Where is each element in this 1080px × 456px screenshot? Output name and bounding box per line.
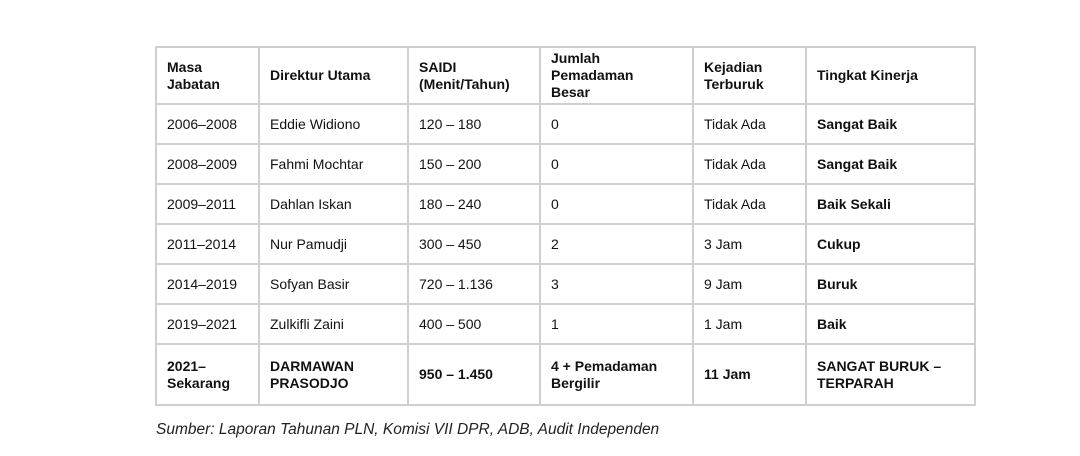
cell-direktur-utama: Zulkifli Zaini	[259, 304, 408, 344]
header-kejadian-terburuk: Kejadian Terburuk	[693, 47, 806, 104]
cell-saidi: 150 – 200	[408, 144, 540, 184]
cell-kejadian-terburuk: Tidak Ada	[693, 184, 806, 224]
header-saidi: SAIDI (Menit/Tahun)	[408, 47, 540, 104]
cell-tingkat-kinerja: Buruk	[806, 264, 975, 304]
cell-kejadian-terburuk: 3 Jam	[693, 224, 806, 264]
table-row	[156, 104, 975, 144]
cell-direktur-utama: Nur Pamudji	[259, 224, 408, 264]
cell-masa-jabatan: 2006–2008	[156, 104, 259, 144]
table-row	[156, 264, 975, 304]
cell-masa-jabatan: 2019–2021	[156, 304, 259, 344]
cell-masa-jabatan: 2021– Sekarang	[156, 344, 259, 405]
cell-saidi: 300 – 450	[408, 224, 540, 264]
cell-direktur-utama: Eddie Widiono	[259, 104, 408, 144]
header-tingkat-kinerja: Tingkat Kinerja	[806, 47, 975, 104]
table-row	[156, 144, 975, 184]
cell-direktur-utama: DARMAWAN PRASODJO	[259, 344, 408, 405]
cell-tingkat-kinerja: SANGAT BURUK – TERPARAH	[806, 344, 975, 405]
header-direktur-utama: Direktur Utama	[259, 47, 408, 104]
cell-saidi: 400 – 500	[408, 304, 540, 344]
cell-tingkat-kinerja: Baik	[806, 304, 975, 344]
cell-saidi: 120 – 180	[408, 104, 540, 144]
performance-table	[155, 46, 976, 406]
table-row	[156, 304, 975, 344]
cell-kejadian-terburuk: 11 Jam	[693, 344, 806, 405]
cell-masa-jabatan: 2008–2009	[156, 144, 259, 184]
cell-direktur-utama: Dahlan Iskan	[259, 184, 408, 224]
table-row	[156, 184, 975, 224]
cell-kejadian-terburuk: 1 Jam	[693, 304, 806, 344]
cell-direktur-utama: Fahmi Mochtar	[259, 144, 408, 184]
cell-saidi: 950 – 1.450	[408, 344, 540, 405]
cell-masa-jabatan: 2014–2019	[156, 264, 259, 304]
table-header-row	[156, 47, 975, 104]
cell-jumlah-pemadaman: 4 + Pemadaman Bergilir	[540, 344, 693, 405]
cell-tingkat-kinerja: Sangat Baik	[806, 104, 975, 144]
cell-kejadian-terburuk: Tidak Ada	[693, 104, 806, 144]
cell-jumlah-pemadaman: 0	[540, 104, 693, 144]
cell-jumlah-pemadaman: 3	[540, 264, 693, 304]
cell-jumlah-pemadaman: 0	[540, 144, 693, 184]
cell-tingkat-kinerja: Cukup	[806, 224, 975, 264]
table-row-highlight	[156, 344, 975, 405]
table-row	[156, 224, 975, 264]
cell-kejadian-terburuk: Tidak Ada	[693, 144, 806, 184]
source-caption: Sumber: Laporan Tahunan PLN, Komisi VII DPR, ADB, Audit Independen	[156, 421, 660, 438]
cell-direktur-utama: Sofyan Basir	[259, 264, 408, 304]
cell-tingkat-kinerja: Baik Sekali	[806, 184, 975, 224]
header-jumlah-pemadaman: Jumlah Pemadaman Besar	[540, 47, 693, 104]
header-masa-jabatan: Masa Jabatan	[156, 47, 259, 104]
cell-jumlah-pemadaman: 2	[540, 224, 693, 264]
cell-jumlah-pemadaman: 1	[540, 304, 693, 344]
cut-off-heading-fragment	[340, 0, 630, 4]
cell-tingkat-kinerja: Sangat Baik	[806, 144, 975, 184]
cell-kejadian-terburuk: 9 Jam	[693, 264, 806, 304]
cell-masa-jabatan: 2009–2011	[156, 184, 259, 224]
cell-masa-jabatan: 2011–2014	[156, 224, 259, 264]
cell-saidi: 720 – 1.136	[408, 264, 540, 304]
cell-jumlah-pemadaman: 0	[540, 184, 693, 224]
cell-saidi: 180 – 240	[408, 184, 540, 224]
